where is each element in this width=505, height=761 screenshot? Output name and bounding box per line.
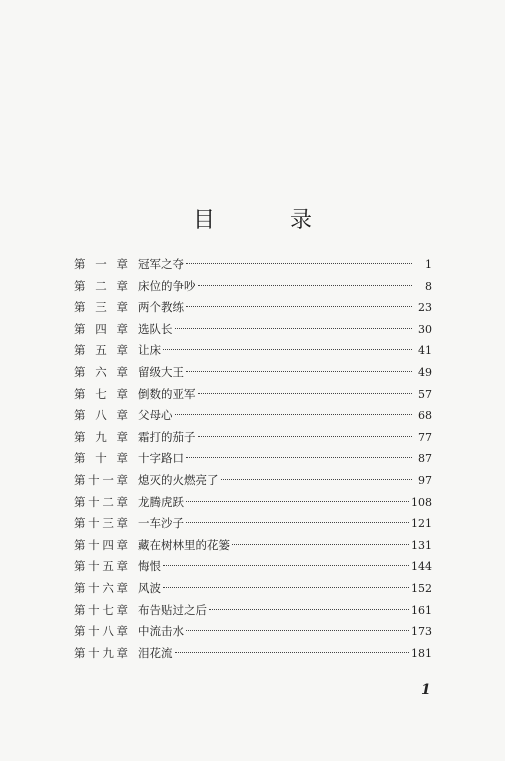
toc-entry[interactable]: [74, 602, 432, 624]
chapter-page-number: 97: [418, 473, 432, 487]
chapter-page-number: 8: [425, 279, 432, 293]
chapter-number: 第十七章: [74, 602, 128, 617]
leader-dots: [186, 306, 412, 307]
toc-entry[interactable]: [74, 364, 432, 386]
chapter-number: 第十章: [74, 451, 128, 466]
chapter-page-number: 30: [418, 322, 432, 336]
leader-dots: [186, 457, 412, 458]
chapter-page-number: 49: [418, 365, 432, 379]
toc-entry[interactable]: [74, 623, 432, 645]
chapter-page-number: 87: [418, 452, 432, 466]
leader-dots: [186, 522, 409, 523]
chapter-page-number: 181: [411, 646, 432, 660]
toc-entry[interactable]: [74, 537, 432, 559]
toc-entry[interactable]: [74, 321, 432, 343]
leader-dots: [163, 587, 409, 588]
chapter-title: 龙腾虎跃: [138, 494, 184, 509]
chapter-title: 藏在树林里的花篓: [138, 537, 230, 552]
chapter-title: 风波: [138, 580, 161, 595]
chapter-title: 霜打的茄子: [138, 429, 196, 444]
toc-entry[interactable]: [74, 407, 432, 429]
chapter-title: 倒数的亚军: [138, 386, 196, 401]
toc-entry[interactable]: [74, 386, 432, 408]
chapter-title: 两个教练: [138, 300, 184, 315]
chapter-title: 十字路口: [138, 451, 184, 466]
chapter-title: 床位的争吵: [138, 278, 196, 293]
chapter-page-number: 68: [418, 409, 432, 423]
chapter-title: 留级大王: [138, 364, 184, 379]
chapter-number: 第四章: [74, 321, 128, 336]
chapter-number: 第十二章: [74, 494, 128, 509]
chapter-title: 布告贴过之后: [138, 602, 207, 617]
chapter-number: 第十五章: [74, 559, 128, 574]
chapter-number: 第五章: [74, 343, 128, 358]
toc-entry[interactable]: [74, 515, 432, 537]
toc-entry[interactable]: [74, 299, 432, 321]
leader-dots: [186, 371, 412, 372]
chapter-page-number: 41: [418, 344, 432, 358]
chapter-title: 熄灭的火燃亮了: [138, 472, 219, 487]
chapter-title: 一车沙子: [138, 516, 184, 531]
leader-dots: [198, 285, 413, 286]
chapter-page-number: 144: [411, 560, 432, 574]
leader-dots: [175, 414, 413, 415]
chapter-page-number: 57: [418, 387, 432, 401]
chapter-title: 让床: [138, 343, 161, 358]
chapter-page-number: 161: [411, 603, 432, 617]
chapter-title: 选队长: [138, 321, 173, 336]
toc-entry[interactable]: [74, 256, 432, 278]
chapter-title: 悔恨: [138, 559, 161, 574]
chapter-number: 第十一章: [74, 472, 128, 487]
toc-entry[interactable]: [74, 494, 432, 516]
toc-entry[interactable]: [74, 450, 432, 472]
page-number: 1: [421, 682, 431, 698]
toc-entry[interactable]: [74, 472, 432, 494]
leader-dots: [232, 544, 409, 545]
leader-dots: [221, 479, 413, 480]
chapter-page-number: 152: [411, 581, 432, 595]
leader-dots: [186, 263, 412, 264]
chapter-number: 第九章: [74, 429, 128, 444]
chapter-page-number: 1: [425, 258, 432, 271]
chapter-page-number: 121: [411, 517, 432, 531]
leader-dots: [163, 565, 409, 566]
leader-dots: [175, 652, 410, 653]
page-title: 目 录: [193, 208, 346, 233]
toc-entry[interactable]: [74, 278, 432, 300]
toc-entry[interactable]: [74, 429, 432, 451]
chapter-title: 中流击水: [138, 624, 184, 639]
toc-entry[interactable]: [74, 342, 432, 364]
leader-dots: [186, 501, 409, 502]
chapter-page-number: 77: [418, 430, 432, 444]
chapter-number: 第十八章: [74, 624, 128, 639]
leader-dots: [198, 393, 413, 394]
chapter-number: 第十六章: [74, 580, 128, 595]
chapter-page-number: 173: [411, 625, 432, 639]
chapter-number: 第八章: [74, 408, 128, 423]
chapter-title: 冠军之夺: [138, 257, 184, 271]
chapter-page-number: 131: [411, 538, 432, 552]
chapter-title: 父母心: [138, 408, 173, 423]
leader-dots: [186, 630, 409, 631]
chapter-page-number: 108: [411, 495, 432, 509]
chapter-number: 第一章: [74, 257, 128, 271]
leader-dots: [198, 436, 413, 437]
chapter-page-number: 23: [418, 301, 432, 315]
table-of-contents: [74, 256, 432, 666]
chapter-number: 第七章: [74, 386, 128, 401]
chapter-number: 第六章: [74, 364, 128, 379]
chapter-title: 泪花流: [138, 645, 173, 660]
chapter-number: 第三章: [74, 300, 128, 315]
leader-dots: [163, 349, 412, 350]
chapter-number: 第十三章: [74, 516, 128, 531]
toc-entry[interactable]: [74, 645, 432, 667]
toc-entry[interactable]: [74, 558, 432, 580]
chapter-number: 第二章: [74, 278, 128, 293]
leader-dots: [175, 328, 413, 329]
chapter-number: 第十九章: [74, 645, 128, 660]
leader-dots: [209, 609, 409, 610]
chapter-number: 第十四章: [74, 537, 128, 552]
toc-entry[interactable]: [74, 580, 432, 602]
